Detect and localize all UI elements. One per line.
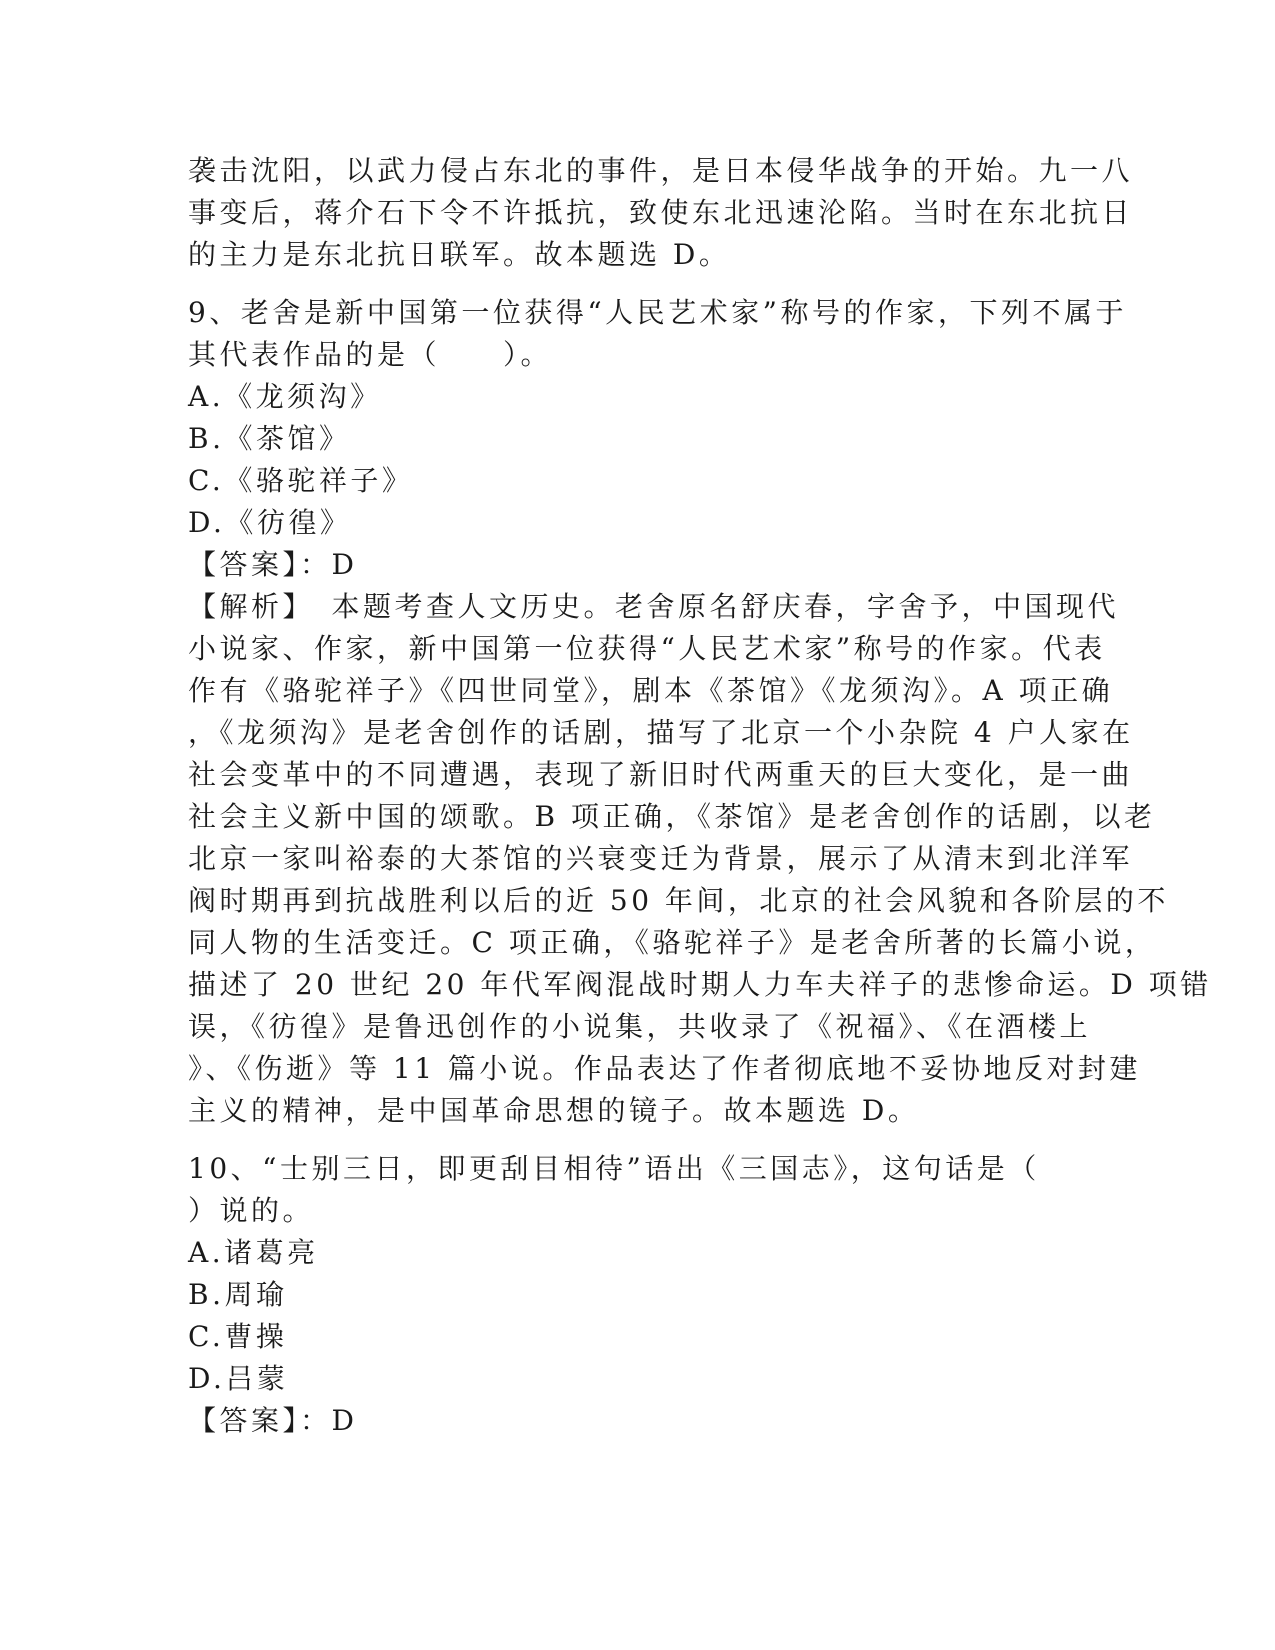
document-page [188, 150, 1212, 1442]
analysis-line: 【解析】 本题考查人文历史。老舍原名舒庆春，字舍予，中国现代 [188, 590, 1120, 623]
analysis-line: 社会变革中的不同遭遇，表现了新旧时代两重天的巨大变化，是一曲 [188, 758, 1134, 791]
option-d: D.吕蒙 [188, 1362, 289, 1395]
option-c: C.曹操 [188, 1320, 288, 1353]
previous-explanation [188, 150, 1134, 276]
option-a: A.《龙须沟》 [188, 380, 382, 413]
analysis-line: 描述了 20 世纪 20 年代军阀混战时期人力车夫祥子的悲惨命运。D 项错 [188, 968, 1212, 1001]
analysis-line: 主义的精神，是中国革命思想的镜子。故本题选 D。 [188, 1094, 920, 1127]
text-line: 袭击沈阳，以武力侵占东北的事件，是日本侵华战争的开始。九一八 [188, 154, 1134, 187]
analysis-line: 同人物的生活变迁。C 项正确，《骆驼祥子》是老舍所著的长篇小说， [188, 926, 1157, 959]
question-stem: 10、“士别三日，即更刮目相待”语出《三国志》，这句话是（ [188, 1152, 1040, 1185]
text-line: 事变后，蒋介石下令不许抵抗，致使东北迅速沦陷。当时在东北抗日 [188, 196, 1134, 229]
question-10 [188, 1148, 1088, 1442]
option-b: B.《茶馆》 [188, 422, 351, 455]
analysis-line: 北京一家叫裕泰的大茶馆的兴衰变迁为背景，展示了从清末到北洋军 [188, 842, 1134, 875]
analysis-line: 阀时期再到抗战胜利以后的近 50 年间，北京的社会风貌和各阶层的不 [188, 884, 1169, 917]
answer: 【答案】：D [188, 548, 358, 581]
analysis [188, 586, 1212, 1132]
text-line: 的主力是东北抗日联军。故本题选 D。 [188, 238, 731, 271]
option-a: A.诸葛亮 [188, 1236, 319, 1269]
option-d: D.《彷徨》 [188, 506, 352, 539]
question-stem: 9、老舍是新中国第一位获得“人民艺术家”称号的作家，下列不属于 [188, 296, 1127, 329]
analysis-line: 作有《骆驼祥子》《四世同堂》，剧本《茶馆》《龙须沟》。A 项正确 [188, 674, 1114, 707]
question-9 [188, 292, 1212, 1132]
question-stem: ）说的。 [188, 1194, 315, 1227]
option-b: B.周瑜 [188, 1278, 288, 1311]
answer: 【答案】：D [188, 1404, 358, 1437]
analysis-line: ，《龙须沟》是老舍创作的话剧，描写了北京一个小杂院 4 户人家在 [188, 716, 1134, 749]
analysis-line: 》、《伤逝》等 11 篇小说。作品表达了作者彻底地不妥协地反对封建 [188, 1052, 1141, 1085]
option-c: C.《骆驼祥子》 [188, 464, 414, 497]
question-stem: 其代表作品的是（ ）。 [188, 338, 553, 371]
analysis-line: 小说家、作家，新中国第一位获得“人民艺术家”称号的作家。代表 [188, 632, 1106, 665]
analysis-line: 社会主义新中国的颂歌。B 项正确，《茶馆》是老舍创作的话剧，以老 [188, 800, 1156, 833]
analysis-line: 误，《彷徨》是鲁迅创作的小说集，共收录了《祝福》、《在酒楼上 [188, 1010, 1092, 1043]
